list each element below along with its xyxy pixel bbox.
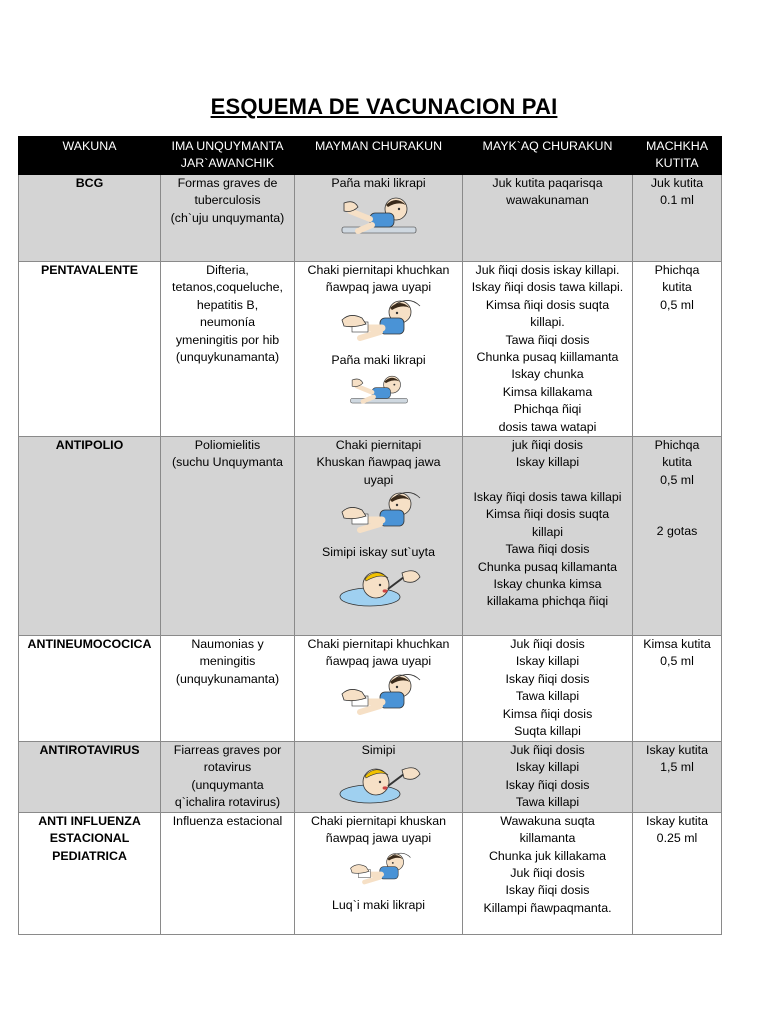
text-line: Iskay killapi [515, 455, 580, 470]
text-line: ANTINEUMOCOCICA [27, 637, 152, 652]
text-line: kutita [662, 280, 692, 295]
text-line: Paña maki likrapi [331, 352, 426, 367]
text-line: Chaki piernitapi khuchkan [307, 637, 450, 652]
table-row [19, 262, 722, 437]
text-line: Tawa killapi [515, 795, 580, 810]
text-line: wawakunaman [506, 193, 589, 208]
text-line: killamanta [519, 831, 576, 846]
table-row [19, 636, 722, 742]
text-line: 1,5 ml [660, 760, 694, 775]
vaccine-name [19, 636, 161, 742]
vaccine-name [19, 742, 161, 813]
text-line: 0,5 ml [660, 297, 694, 312]
text-line: hepatitis B, [196, 297, 259, 312]
site-cell [295, 262, 463, 437]
text-line: (suchu Unquymanta [172, 455, 283, 470]
vaccination-table [18, 136, 722, 935]
text-line: Paña maki likrapi [331, 176, 426, 190]
schedule-cell [463, 636, 633, 742]
illustration-icon [298, 672, 459, 718]
vaccine-name [19, 262, 161, 437]
text-line: Kimsa ñiqi dosis [502, 706, 593, 721]
text-line: Tawa ñiqi dosis [505, 542, 590, 557]
text-line: (ch`uju unquymanta) [170, 210, 285, 225]
text-line: ñawpaq jawa uyapi [325, 654, 432, 669]
text-line: 0,5 ml [660, 654, 694, 669]
text-line: kutita [662, 455, 692, 470]
text-line: Juk ñiqi dosis [510, 743, 585, 758]
text-line: Kimsa ñiqi dosis suqta [485, 297, 610, 312]
dose-cell [633, 175, 722, 262]
text-line: Chunka pusaq kiillamanta [476, 350, 619, 365]
text-line: Iskay ñiqi dosis tawa killapi. [471, 280, 624, 295]
text-line: Khuskan ñawpaq jawa [316, 455, 441, 470]
text-line: tetanos,coqueluche, [172, 280, 283, 295]
illustration-icon [298, 563, 459, 609]
text-line: Iskay ñiqi dosis [505, 777, 590, 792]
text-line: Iskay ñiqi dosis [505, 671, 590, 686]
text-line: ñawpaq jawa uyapi [325, 831, 432, 846]
text-line: (unquykunamanta) [175, 671, 280, 686]
text-line: Iskay killapi [515, 760, 580, 775]
text-line: ANTI INFLUENZA [38, 813, 141, 828]
text-line: Chunka juk killakama [488, 848, 607, 863]
text-line: Juk kutita [650, 176, 704, 190]
text-line: uyapi [363, 472, 394, 487]
text-line: Iskay killapi [515, 654, 580, 669]
dose-cell [633, 437, 722, 636]
table-row [19, 742, 722, 813]
text-line: Chaki piernitapi khuskan [311, 813, 446, 828]
text-line: meningitis [199, 654, 256, 669]
text-line: tuberculosis [194, 193, 261, 208]
text-line: Juk ñiqi dosis [510, 865, 585, 880]
table-row [19, 437, 722, 636]
text-line: neumonía [199, 315, 256, 330]
text-line: (unquykunamanta) [175, 350, 280, 365]
text-line: killapi. [530, 315, 565, 330]
text-line: 2 gotas [656, 524, 698, 539]
text-line: ANTIROTAVIRUS [39, 743, 140, 758]
table-row [19, 812, 722, 934]
text-line: juk ñiqi dosis [512, 438, 583, 453]
site-cell [295, 812, 463, 934]
schedule-cell [463, 175, 633, 262]
text-line: Killampi ñawpaqmanta. [483, 900, 612, 915]
text-line: Tawa killapi [515, 689, 580, 704]
header-site: MAYMAN CHURAKUN [295, 137, 463, 175]
text-line: PEDIATRICA [52, 848, 127, 863]
site-cell [295, 175, 463, 262]
schedule-cell [463, 812, 633, 934]
text-line: q`ichalira rotavirus) [174, 795, 281, 810]
text-line: Suqta killapi [514, 724, 581, 739]
text-line: ñawpaq jawa uyapi [325, 280, 432, 295]
page-title: ESQUEMA DE VACUNACION PAI [210, 94, 558, 119]
text-line: 0,5 ml [660, 472, 694, 487]
schedule-cell [463, 262, 633, 437]
illustration-icon [298, 760, 459, 806]
text-line: Juk kutita paqarisqa [492, 176, 603, 190]
text-line: Naumonias y [191, 637, 264, 652]
illustration-icon [298, 490, 459, 536]
text-line: Iskay chunka kimsa [493, 576, 602, 591]
text-line: Chaki piernitapi khuchkan [307, 263, 450, 277]
illustration-icon [298, 193, 459, 239]
text-line: ESTACIONAL [49, 831, 130, 846]
site-cell [295, 636, 463, 742]
text-line: Chunka pusaq killamanta [477, 559, 618, 574]
site-cell [295, 437, 463, 636]
text-line: ANTIPOLIO [55, 438, 124, 453]
text-line: 0.1 ml [660, 193, 694, 208]
vaccine-name [19, 437, 161, 636]
text-line: Fiarreas graves por [173, 743, 282, 758]
text-line: Formas graves de [177, 176, 278, 190]
text-line: Kimsa kutita [643, 637, 711, 652]
disease-cell [161, 636, 295, 742]
text-line: Iskay kutita [646, 743, 708, 758]
text-line: Kimsa killakama [502, 384, 593, 399]
header-dose: MACHKHA KUTITA [633, 137, 722, 175]
header-disease: IMA UNQUYMANTA JAR`AWANCHIK [161, 137, 295, 175]
header-schedule: MAYK`AQ CHURAKUN [463, 137, 633, 175]
schedule-cell [463, 742, 633, 813]
text-line: Kimsa ñiqi dosis suqta [485, 507, 610, 522]
text-line: PENTAVALENTE [40, 263, 139, 277]
text-line: BCG [75, 176, 104, 190]
text-line: 0.25 ml [656, 831, 698, 846]
table-header-row [19, 137, 722, 175]
text-line: killapi [532, 524, 563, 539]
dose-cell [633, 262, 722, 437]
vaccine-name [19, 812, 161, 934]
text-line: dosis tawa watapi [498, 419, 597, 434]
text-line: Juk ñiqi dosis iskay killapi. [475, 263, 620, 277]
dose-cell [633, 742, 722, 813]
table-row [19, 175, 722, 262]
text-line: Iskay ñiqi dosis [505, 883, 590, 898]
text-line: killakama phichqa ñiqi [486, 594, 609, 609]
text-line: Poliomielitis [194, 438, 261, 453]
text-line: Tawa ñiqi dosis [505, 332, 590, 347]
text-line: Phichqa [654, 263, 700, 277]
text-line: ymeningitis por hib [175, 332, 280, 347]
dose-cell [633, 812, 722, 934]
text-line: Difteria, [206, 263, 249, 277]
disease-cell [161, 742, 295, 813]
text-line: Chaki piernitapi [335, 438, 422, 453]
text-line: Simipi [361, 743, 396, 758]
text-line: Juk ñiqi dosis [510, 637, 585, 652]
site-cell [295, 742, 463, 813]
text-line: rotavirus [203, 760, 252, 775]
dose-cell [633, 636, 722, 742]
text-line: Simipi iskay sut`uyta [322, 545, 435, 560]
text-line: Iskay chunka [511, 367, 584, 382]
text-line: Wawakuna suqta [500, 813, 595, 828]
schedule-cell [463, 437, 633, 636]
illustration-icon [298, 370, 459, 410]
illustration-icon [298, 849, 459, 889]
text-line: Phichqa ñiqi [513, 402, 582, 417]
disease-cell [161, 175, 295, 262]
text-line: Iskay ñiqi dosis tawa killapi [473, 489, 622, 504]
text-line: Influenza estacional [172, 813, 283, 828]
vaccine-name [19, 175, 161, 262]
disease-cell [161, 812, 295, 934]
text-line: Iskay kutita [646, 813, 708, 828]
disease-cell [161, 437, 295, 636]
text-line: (unquymanta [191, 777, 264, 792]
header-vaccine: WAKUNA [19, 137, 161, 175]
text-line: Luq`i maki likrapi [332, 897, 425, 912]
disease-cell [161, 262, 295, 437]
illustration-icon [298, 298, 459, 344]
text-line: Phichqa [654, 438, 700, 453]
